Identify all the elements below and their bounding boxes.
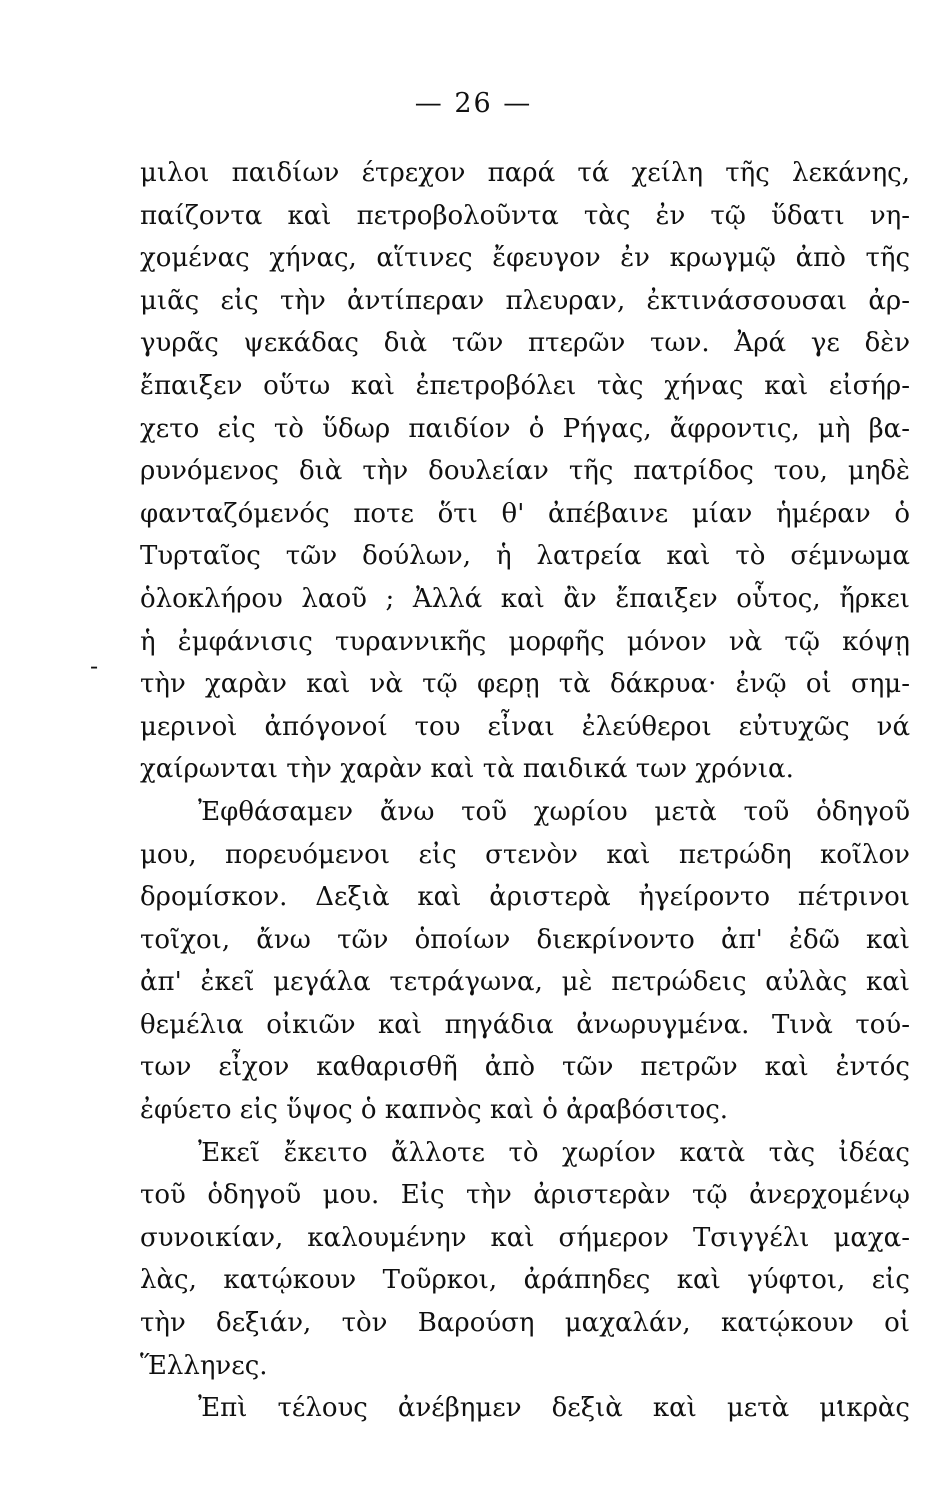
text-line: ἀπ' ἐκεῖ μεγάλα τετράγωνα, μὲ πετρώδεις αὐλὰς καὶ xyxy=(140,967,910,998)
text-line: Ἐπὶ τέλους ἀνέβημεν δεξιὰ καὶ μετὰ μικρὰς xyxy=(198,1393,910,1424)
text-line: τοῦ ὁδηγοῦ μου. Εἰς τὴν ἀριστερὰν τῷ ἀνερχομένῳ xyxy=(140,1180,910,1211)
text-line: ἐφύετο εἰς ὕψος ὁ καπνὸς καὶ ὁ ἀραβόσιτος. xyxy=(140,1095,729,1126)
text-line: ἔπαιξεν οὕτω καὶ ἐπετροβόλει τὰς χήνας καὶ εἰσήρ- xyxy=(140,370,910,401)
text-line: τὴν δεξιάν, τὸν Βαρούση μαχαλάν, κατῴκουν οἱ xyxy=(140,1308,910,1339)
text-line: παίζοντα καὶ πετροβολοῦντα τὰς ἐν τῷ ὕδατι νη- xyxy=(140,200,910,231)
text-line: θεμέλια οἰκιῶν καὶ πηγάδια ἀνωρυγμένα. Τινὰ τού- xyxy=(140,1009,910,1040)
text-line: μιλοι παιδίων έτρεχον παρά τά χείλη τῆς λεκάνης, xyxy=(140,158,910,188)
text-line: τοῖχοι, ἄνω τῶν ὁποίων διεκρίνοντο ἀπ' ἐδῶ καὶ xyxy=(140,924,910,955)
margin-mark: - xyxy=(90,652,99,680)
text-line: μου, πορευόμενοι εἰς στενὸν καὶ πετρώδη κοῖλον xyxy=(140,839,910,870)
text-line: ρυνόμενος διὰ τὴν δουλείαν τῆς πατρίδος του, μηδὲ xyxy=(140,456,910,487)
text-line: των εἶχον καθαρισθῆ ἀπὸ τῶν πετρῶν καὶ ἐντός xyxy=(140,1052,910,1083)
text-line: Ἐκεῖ ἔκειτο ἄλλοτε τὸ χωρίον κατὰ τὰς ἰδέας xyxy=(198,1137,910,1168)
body-text xyxy=(140,152,910,1430)
text-line: Ἕλληνες. xyxy=(140,1350,268,1381)
text-line: γυρᾶς ψεκάδας διὰ τῶν πτερῶν των. Ἀρά γε δὲν xyxy=(140,328,910,359)
page-number: — 26 — xyxy=(414,88,533,119)
text-line: δρομίσκον. Δεξιὰ καὶ ἀριστερὰ ἠγείροντο πέτρινοι xyxy=(140,882,910,913)
text-line: Ἐφθάσαμεν ἄνω τοῦ χωρίου μετὰ τοῦ ὁδηγοῦ xyxy=(198,796,910,827)
text-line: συνοικίαν, καλουμένην καὶ σήμερον Τσιγγέλι μαχα- xyxy=(140,1222,910,1253)
text-line: μερινοὶ ἀπόγονοί του εἶναι ἐλεύθεροι εὐτυχῶς νά xyxy=(140,711,910,742)
text-line: λὰς, κατῴκουν Τοῦρκοι, ἀράπηδες καὶ γύφτοι, εἰς xyxy=(140,1265,910,1296)
text-line: ἡ ἐμφάνισις τυραννικῆς μορφῆς μόνον νὰ τῷ κόψῃ xyxy=(140,626,910,657)
text-line: φανταζόμενός ποτε ὅτι θ' ἀπέβαινε μίαν ἡμέραν ὁ xyxy=(140,498,910,529)
text-line: Τυρταῖος τῶν δούλων, ἡ λατρεία καὶ τὸ σέμνωμα xyxy=(140,541,910,572)
text-line: χετο εἰς τὸ ὕδωρ παιδίον ὁ Ρήγας, ἄφροντις, μὴ βα- xyxy=(140,413,910,444)
text-line: χομένας χήνας, αἵτινες ἔφευγον ἐν κρωγμῷ ἀπὸ τῆς xyxy=(140,243,910,274)
text-line: μιᾶς εἰς τὴν ἀντίπεραν πλευραν, ἐκτινάσσουσαι ἀρ- xyxy=(140,285,910,316)
text-line: τὴν χαρὰν καὶ νὰ τῷ φερῃ τὰ δάκρυα· ἐνῷ οἱ σημ- xyxy=(140,669,910,700)
text-line: χαίρωνται τὴν χαρὰν καὶ τὰ παιδικά των χρόνια. xyxy=(140,754,794,785)
text-line: ὁλοκλήρου λαοῦ ; Ἀλλά καὶ ἂν ἔπαιξεν οὗτος, ἤρκει xyxy=(140,583,910,614)
